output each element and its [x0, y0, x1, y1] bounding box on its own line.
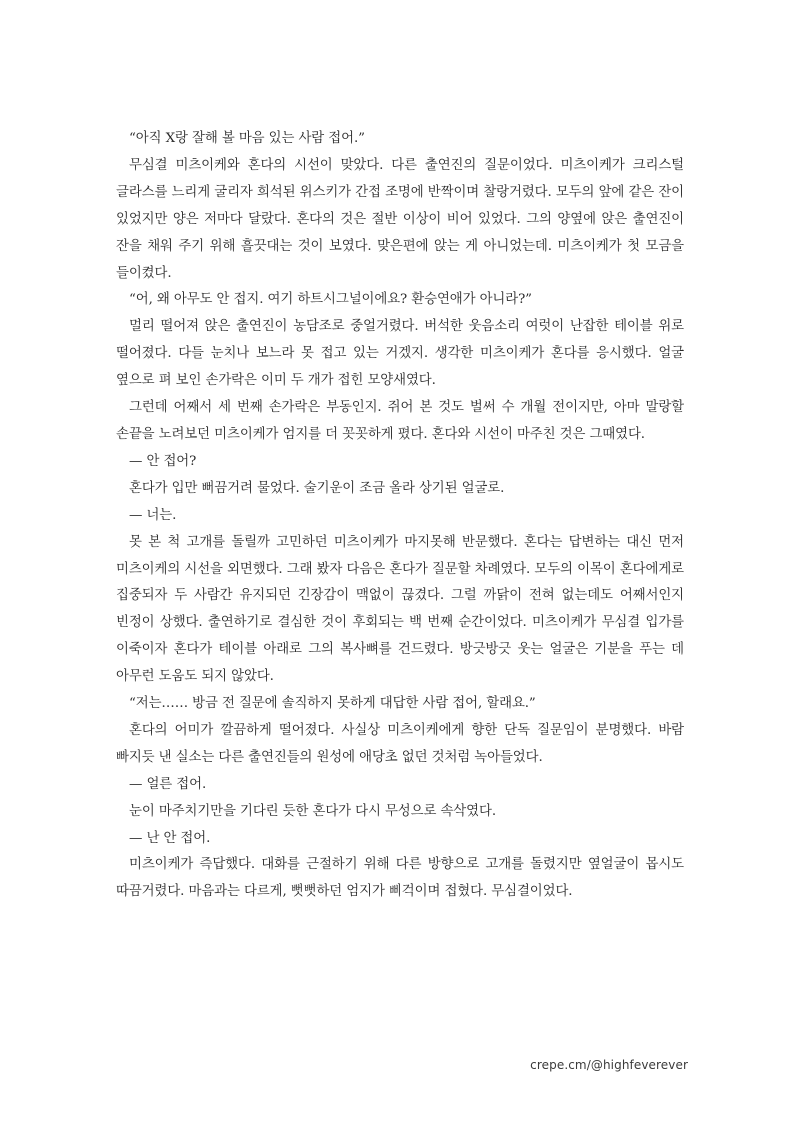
paragraph-15: 미츠이케가 즉답했다. 대화를 근절하기 위해 다른 방향으로 고개를 돌렸지만 옆얼굴이 몹시도 따끔거렸다. 마음과는 다르게, 뻣뻣하던 엄지가 삐걱이며 접혔다. 무심결이었다.	[116, 857, 684, 900]
footer-source-link: crepe.cm/@highfeverever	[530, 1058, 688, 1072]
paragraph-7: 혼다가 입만 뻐끔거려 물었다. 술기운이 조금 올라 상기된 얼굴로.	[129, 480, 505, 496]
paragraph-10: “저는…… 방금 전 질문에 솔직하지 못하게 대답한 사람 접어, 할래요.”	[129, 696, 536, 712]
paragraph-3: “어, 왜 아무도 안 접지. 여기 하트시그널이에요? 환승연애가 아니라?”	[129, 292, 532, 308]
paragraph-4: 멀리 떨어져 앉은 출연진이 농담조로 중얼거렸다. 버석한 웃음소리 여럿이 난잡한 테이블 위로 떨어졌다. 다들 눈치나 보느라 못 접고 있는 거겠지. 생각한 미츠이케가 혼다를 응시했다. 얼굴 옆으로 펴 보인 손가락은 이미 두 개가 접힌 모양새였다.	[116, 319, 684, 389]
paragraph-11: 혼다의 어미가 깔끔하게 떨어졌다. 사실상 미츠이케에게 향한 단독 질문임이 분명했다. 바람 빠지듯 낸 실소는 다른 출연진들의 원성에 애당초 없던 것처럼 녹아들었다.	[116, 722, 684, 765]
paragraph-12: — 얼른 접어.	[129, 776, 207, 792]
paragraph-2: 무심결 미츠이케와 혼다의 시선이 맞았다. 다른 출연진의 질문이었다. 미츠이케가 크리스털 글라스를 느리게 굴리자 희석된 위스키가 간접 조명에 반짝이며 찰랑거렸다. 모두의 앞에 같은 잔이 있었지만 양은 저마다 달랐다. 혼다의 것은 절반 이상이 비어 있었다. 그의 양옆에 앉은 출연진이 잔을 채워 주기 위해 흘끗대는 것이 보였다. 맞은편에 앉는 게 아니었는데. 미츠이케가 첫 모금을 들이켰다.	[116, 157, 684, 281]
paragraph-1: “아직 X랑 잘해 볼 마음 있는 사람 접어.”	[129, 131, 365, 146]
paragraph-5: 그런데 어째서 세 번째 손가락은 부동인지. 쥐어 본 것도 벌써 수 개월 전이지만, 아마 말랑할 손끝을 노려보던 미츠이케가 엄지를 더 꼿꼿하게 폈다. 혼다와 시선이 마주친 것은 그때였다.	[116, 400, 684, 442]
paragraph-8: — 너는.	[129, 507, 177, 523]
paragraph-9: 못 본 척 고개를 돌릴까 고민하던 미츠이케가 마지못해 반문했다. 혼다는 답변하는 대신 먼저 미츠이케의 시선을 외면했다. 그래 봤자 다음은 혼다가 질문할 차례였다. 모두의 이목이 혼다에게로 집중되자 두 사람간 유지되던 긴장감이 맥없이 끊겼다. 그럴 까닭이 전혀 없는데도 어째서인지 빈정이 상했다. 출연하기로 결심한 것이 후회되는 백 번째 순간이었다. 미츠이케가 무심결 입가를 이죽이자 혼다가 테이블 아래로 그의 복사뼈를 건드렸다. 방긋방긋 웃는 얼굴은 기분을 푸는 데 아무런 도움도 되지 않았다.	[116, 534, 684, 685]
paragraph-14: — 난 안 접어.	[129, 830, 211, 846]
paragraph-6: — 안 접어?	[129, 453, 197, 469]
story-body	[116, 126, 684, 906]
paragraph-13: 눈이 마주치기만을 기다린 듯한 혼다가 다시 무성으로 속삭였다.	[129, 803, 496, 819]
